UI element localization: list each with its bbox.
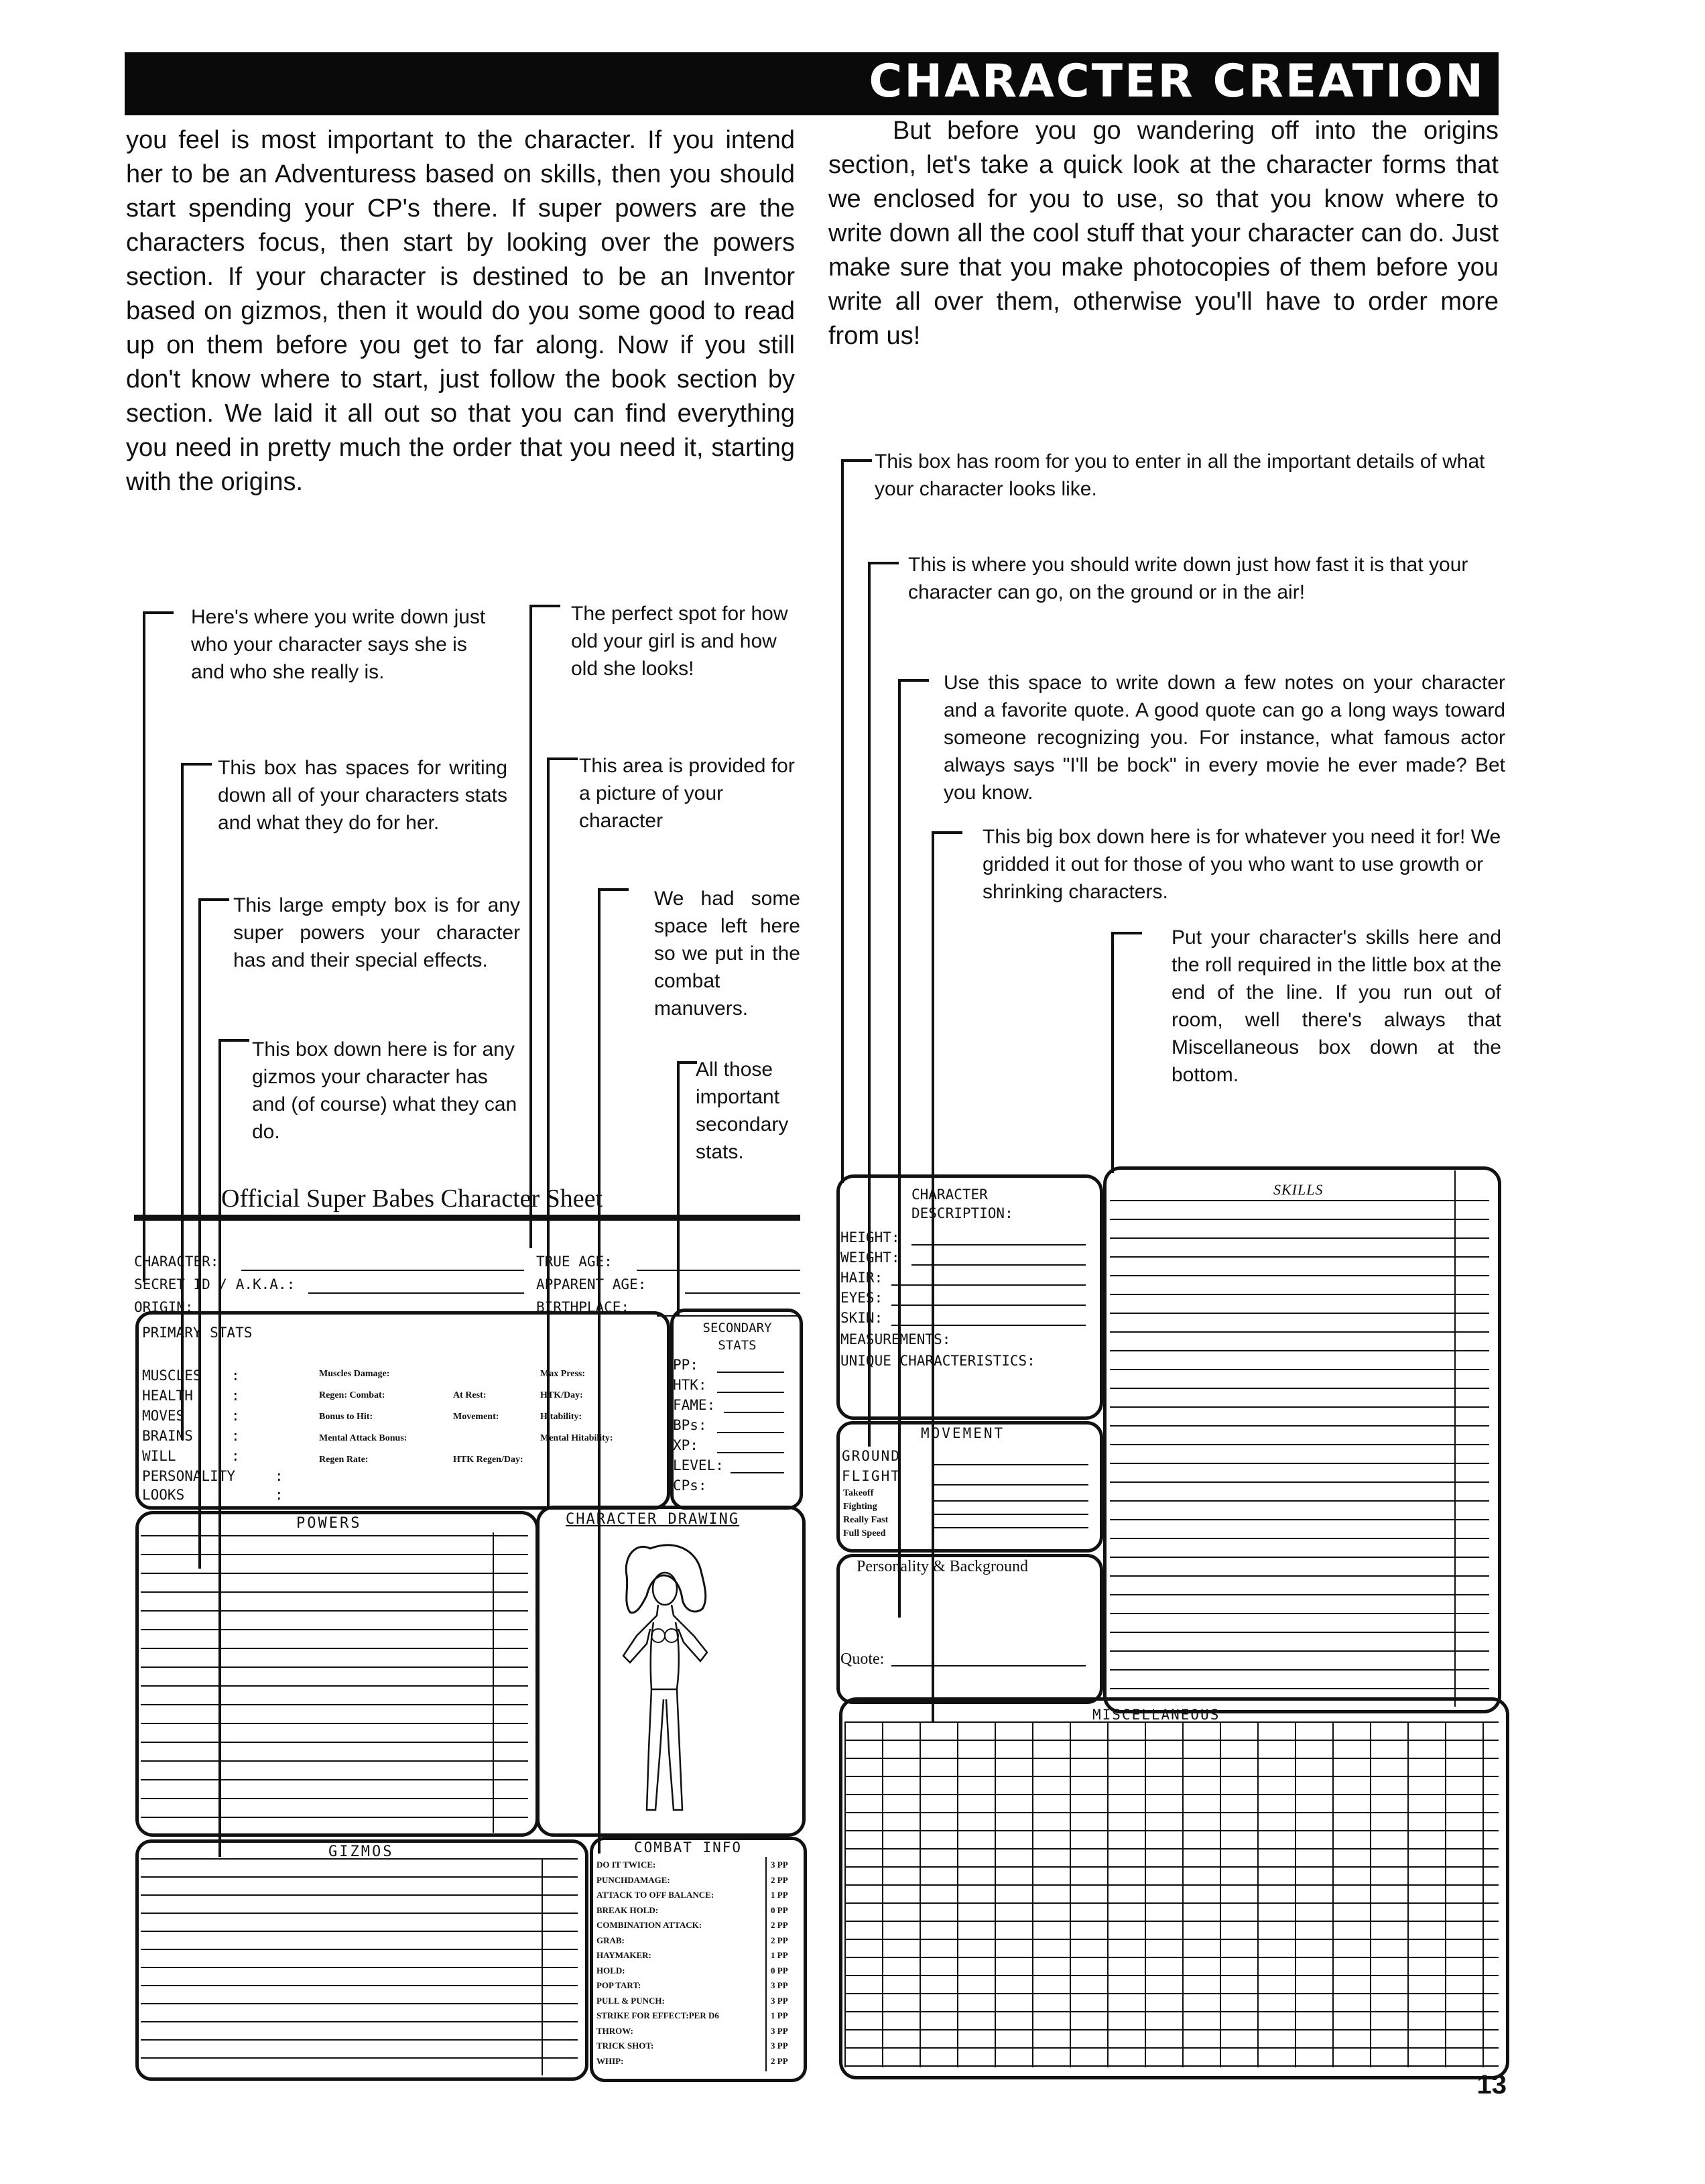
left-column-text [126,123,795,499]
movement-detail-label: Movement: [453,1412,499,1422]
misc-grid-row[interactable] [844,2029,1499,2030]
sheet-title: Official Super Babes Character Sheet [221,1185,603,1213]
stat-moves: MOVES [142,1408,185,1424]
movement-ground: GROUND [842,1448,901,1464]
skills-line[interactable] [1110,1613,1489,1614]
misc-grid-column [1257,1721,1259,2067]
misc-grid-row[interactable] [844,1975,1499,1976]
combat-move-cost: 3 PP [771,1980,788,1990]
misc-grid-row[interactable] [844,1957,1499,1958]
desc-hair: HAIR: [840,1270,883,1286]
leader-tick [868,562,899,564]
note-skills: Put your character's skills here and the roll required in the little box at the end of the line. If you run out of room, well there's always that Miscellaneous box down at the bottom. [1172,926,1501,1086]
combat-move-name: WHIP: [596,2055,624,2066]
skills-line[interactable] [1110,1557,1489,1558]
misc-grid-row[interactable] [844,1884,1499,1886]
note-description: This box has room for you to enter in all the important details of what your character looks like. [875,450,1485,500]
movement-title: MOVEMENT [921,1425,1005,1441]
skills-line[interactable] [1110,1237,1489,1239]
personality-title: Personality & Background [857,1558,1028,1575]
gizmos-line[interactable] [141,2057,578,2059]
secondary-bps: BPs: [673,1417,707,1433]
leader-tick [932,831,962,834]
combat-move-name: PULL & PUNCH: [596,1995,665,2006]
leader-tick [181,763,212,766]
leader-tick [547,757,578,760]
skills-line[interactable] [1110,1575,1489,1577]
stat-muscles: MUSCLES [142,1368,202,1384]
combat-move-name: GRAB: [596,1935,625,1945]
birthplace-label: BIRTHPLACE: [536,1299,630,1315]
page-number: 13 [1476,2070,1507,2100]
misc-grid-row[interactable] [844,2065,1499,2067]
secondary-level: LEVEL: [673,1457,724,1473]
leader-tick [677,1061,697,1064]
powers-line[interactable] [141,1779,528,1780]
combat-move-cost: 3 PP [771,1995,788,2006]
skills-line[interactable] [1110,1388,1489,1389]
stat-health: HEALTH [142,1388,193,1404]
leader-tick [143,611,174,614]
desc-weight: WEIGHT: [840,1250,900,1266]
combat-move-cost: 1 PP [771,1950,788,1960]
note-movement: This is where you should write down just how fast it is that your character can go, on the ground or in the air! [908,554,1468,603]
htk-day-label: HTK/Day: [540,1390,583,1400]
apparent-age-label: APPARENT AGE: [536,1276,647,1292]
gizmos-line[interactable] [141,2039,578,2041]
personality-box[interactable] [836,1554,1103,1704]
gizmos-line[interactable] [141,1894,578,1896]
skills-line[interactable] [1110,1538,1489,1539]
note-identity: Here's where you write down just who your character says she is and who she really is. [191,606,486,683]
note-misc: This big box down here is for whatever you need it for! We gridded it out for those of you who want to use growth or shrinking characters. [983,826,1501,903]
misc-grid-row[interactable] [844,1848,1499,1849]
gizmos-line[interactable] [141,2021,578,2022]
skills-line[interactable] [1110,1500,1489,1502]
true-age-label: TRUE AGE: [536,1254,613,1270]
combat-move-name: BREAK HOLD: [596,1904,659,1915]
gizmos-line[interactable] [141,1876,578,1878]
desc-measurements: MEASUREMENTS: [840,1331,951,1347]
secondary-pp: PP: [673,1357,698,1373]
miscellaneous-box[interactable] [839,1697,1509,2079]
powers-line[interactable] [141,1535,528,1536]
skills-line[interactable] [1110,1331,1489,1333]
powers-line[interactable] [141,1798,528,1799]
leader-tick [598,888,629,891]
combat-move-name: STRIKE FOR EFFECT:PER D6 [596,2010,719,2020]
gizmos-line[interactable] [141,1858,578,1860]
leader-tick [218,1039,249,1042]
powers-title: POWERS [296,1515,362,1532]
misc-grid-row[interactable] [844,1740,1499,1741]
htk-regen-day-label: HTK Regen/Day: [453,1455,523,1465]
combat-move-cost: 2 PP [771,1920,788,1930]
desc-skin: SKIN: [840,1310,883,1326]
combat-move-cost: 3 PP [771,1860,788,1870]
character-drawing-title: CHARACTER DRAWING [566,1511,740,1528]
flight-really-fast: Really Fast [843,1515,889,1525]
right-paragraph: But before you go wandering off into the origins section, let's take a quick look at the character forms that we enclosed for you to use, so that you know where to write down all the cool stuff that your character can do. Just make sure that you make photocopies of them before you write all over them, otherwise you'll have to order more from us! [828,117,1499,350]
flight-takeoff: Takeoff [843,1488,874,1498]
skills-line[interactable] [1110,1200,1489,1201]
powers-line[interactable] [141,1723,528,1724]
combat-move-cost: 2 PP [771,2055,788,2066]
misc-grid-column [920,1721,921,2067]
miscellaneous-title: MISCELLANEOUS [1092,1707,1220,1723]
leader-tick [529,605,560,607]
skills-line[interactable] [1110,1406,1489,1408]
skills-line[interactable] [1110,1519,1489,1520]
skills-line[interactable] [1110,1256,1489,1258]
skills-line[interactable] [1110,1350,1489,1351]
gizmos-line[interactable] [141,1931,578,1932]
misc-grid-column [1032,1721,1033,2067]
misc-grid-row[interactable] [844,1812,1499,1813]
combat-move-name: THROW: [596,2025,633,2036]
misc-grid-column [1295,1721,1296,2067]
origin-label: ORIGIN: [134,1299,194,1315]
regen-rate-label: Regen Rate: [319,1455,369,1465]
skills-line[interactable] [1110,1294,1489,1295]
character-description-title: CHARACTER DESCRIPTION: [911,1187,1013,1221]
header-banner [125,52,1499,115]
apparent-age-line[interactable] [685,1292,800,1294]
note-picture: This area is provided for a picture of your character [579,755,795,832]
powers-line[interactable] [141,1742,528,1743]
powers-line[interactable] [141,1704,528,1705]
misc-grid-column [995,1721,996,2067]
gizmos-box[interactable] [135,1839,588,2081]
mental-hitability-label: Mental Hitability: [540,1433,613,1443]
page-title: CHARACTER CREATION [869,55,1485,108]
note-age: The perfect spot for how old your girl is and how old she looks! [571,603,788,680]
gizmos-line[interactable] [141,1949,578,1950]
character-line[interactable] [241,1270,524,1271]
skills-line[interactable] [1110,1463,1489,1464]
combat-move-name: COMBINATION ATTACK: [596,1920,702,1930]
note-notes: Use this space to write down a few notes on your character and a favorite quote. A good quote can go a long ways toward someone recognizing you. For instance, what famous actor always says "I'll be bock" in every movie he ever made? Bet you know. [944,672,1505,804]
misc-grid-row[interactable] [844,1721,1499,1723]
powers-line[interactable] [141,1629,528,1630]
skills-line[interactable] [1110,1313,1489,1314]
misc-grid-column [1107,1721,1109,2067]
leader-line [529,605,532,1248]
leader-line [143,611,145,1282]
note-stats: This box has spaces for writing down all of your characters stats and what they do for her. [218,757,507,834]
at-rest-label: At Rest: [453,1390,487,1400]
misc-grid-row[interactable] [844,1758,1499,1759]
combat-move-name: TRICK SHOT: [596,2041,654,2051]
misc-grid-row[interactable] [844,2047,1499,2049]
stat-looks: LOOKS [142,1487,185,1503]
note-powers: This large empty box is for any super powers your character has and their special effects. [233,894,520,971]
secondary-htk: HTK: [673,1377,707,1393]
misc-grid-row[interactable] [844,1993,1499,1994]
skills-title: SKILLS [1273,1181,1324,1198]
primary-stats-title: PRIMARY STATS [142,1325,253,1341]
combat-move-cost: 0 PP [771,1965,788,1976]
note-combat: We had some space left here so we put in the combat manuvers. [654,888,800,1020]
misc-grid-row[interactable] [844,1830,1499,1831]
gizmos-line[interactable] [141,1985,578,1986]
note-gizmos: This box down here is for any gizmos your character has and (of course) what they can do. [252,1038,517,1143]
gizmos-line[interactable] [141,1967,578,1968]
leader-tick [198,898,229,901]
powers-line[interactable] [141,1760,528,1762]
misc-grid-column [1182,1721,1184,2067]
misc-grid-column [1145,1721,1146,2067]
note-secondary: All those important secondary stats. [696,1058,789,1163]
gizmos-line[interactable] [141,2003,578,2004]
flight-full-speed: Full Speed [843,1528,886,1538]
misc-grid-column [1070,1721,1071,2067]
mental-attack-bonus-label: Mental Attack Bonus: [319,1433,407,1443]
misc-grid-column [1332,1721,1334,2067]
combat-move-cost: 3 PP [771,2025,788,2036]
combat-move-cost: 0 PP [771,1904,788,1915]
skills-line[interactable] [1110,1219,1489,1220]
misc-grid-column [1482,1721,1484,2067]
combat-move-cost: 2 PP [771,1874,788,1885]
regen-combat-label: Regen: Combat: [319,1390,385,1400]
misc-grid-column [1220,1721,1221,2067]
skills-line[interactable] [1110,1650,1489,1652]
desc-eyes: EYES: [840,1290,883,1306]
character-label: CHARACTER: [134,1254,219,1270]
powers-line[interactable] [141,1610,528,1612]
misc-grid-column [1370,1721,1371,2067]
misc-grid-column [882,1721,883,2067]
leader-line [841,459,844,1183]
combat-move-name: HOLD: [596,1965,625,1976]
misc-grid-column [844,1721,846,2067]
bonus-to-hit-label: Bonus to Hit: [319,1412,373,1422]
misc-grid-row[interactable] [844,1921,1499,1922]
muscles-damage-label: Muscles Damage: [319,1369,390,1379]
misc-grid-row[interactable] [844,1939,1499,1940]
true-age-line[interactable] [637,1270,800,1271]
secret-id-label: SECRET ID / A.K.A.: [134,1276,296,1292]
skills-line[interactable] [1110,1369,1489,1370]
leader-tick [1111,932,1142,934]
powers-line[interactable] [141,1666,528,1668]
skills-line[interactable] [1110,1688,1489,1689]
quote-label: Quote: [840,1650,885,1668]
character-figure-illustration [610,1535,724,1817]
combat-move-name: DO IT TWICE: [596,1860,656,1870]
skills-line[interactable] [1110,1444,1489,1445]
stat-personality: PERSONALITY [142,1468,236,1484]
misc-grid-row[interactable] [844,1866,1499,1868]
leader-tick [841,459,872,462]
powers-line[interactable] [141,1573,528,1574]
movement-flight: FLIGHT [842,1468,901,1484]
right-column-text [828,114,1499,353]
combat-move-name: HAYMAKER: [596,1950,651,1960]
powers-line[interactable] [141,1817,528,1818]
secondary-xp: XP: [673,1437,698,1453]
desc-unique: UNIQUE CHARACTERISTICS: [840,1353,1035,1369]
stat-will: WILL [142,1448,176,1464]
misc-grid-row[interactable] [844,1794,1499,1795]
combat-move-cost: 2 PP [771,1935,788,1945]
misc-grid-row[interactable] [844,1776,1499,1777]
combat-move-name: POP TART: [596,1980,641,1990]
sheet-title-rule [134,1215,800,1221]
powers-box[interactable] [135,1511,539,1837]
combat-move-cost: 3 PP [771,2041,788,2051]
skills-line[interactable] [1110,1669,1489,1671]
gizmos-line[interactable] [141,1913,578,1914]
skills-line[interactable] [1110,1425,1489,1427]
hitability-label: Hitability: [540,1412,582,1422]
secret-id-line[interactable] [308,1292,524,1294]
powers-line[interactable] [141,1648,528,1649]
skills-line[interactable] [1110,1594,1489,1595]
skills-line[interactable] [1110,1632,1489,1633]
secondary-fame: FAME: [673,1397,716,1413]
combat-info-title: COMBAT INFO [634,1839,743,1856]
left-paragraph: you feel is most important to the character. If you intend her to be an Adventuress based on skills, then you should start spending your CP's there. If super powers are the characters focus, then start by looking over the powers section. If your character is destined to be an Inventor based on gizmos, then it would do you some good to read up on them before you get to far along. Now if you still don't know where to start, just follow the book section by section. We laid it all out so that you can find everything you need in pretty much the order that you need it, starting with the origins. [126,126,795,496]
powers-line[interactable] [141,1591,528,1593]
stat-brains: BRAINS [142,1428,193,1444]
max-press-label: Max Press: [540,1369,585,1379]
powers-line[interactable] [141,1554,528,1555]
gizmos-title: GIZMOS [328,1843,394,1860]
secondary-stats-title: SECONDARY STATS [702,1321,772,1353]
desc-height: HEIGHT: [840,1229,900,1246]
misc-grid-row[interactable] [844,1902,1499,1904]
misc-grid-column [1407,1721,1409,2067]
misc-grid-column [957,1721,958,2067]
leader-line [1111,932,1114,1173]
combat-move-name: ATTACK TO OFF BALANCE: [596,1890,714,1900]
combat-move-cost: 1 PP [771,1890,788,1900]
misc-grid-row[interactable] [844,2011,1499,2012]
combat-move-cost: 1 PP [771,2010,788,2020]
flight-fighting: Fighting [843,1502,877,1512]
skills-line[interactable] [1110,1481,1489,1483]
secondary-cps: CPs: [673,1477,707,1494]
combat-move-name: PUNCHDAMAGE: [596,1874,670,1885]
leader-line [677,1061,680,1316]
skills-line[interactable] [1110,1275,1489,1276]
powers-line[interactable] [141,1685,528,1687]
leader-tick [898,679,929,682]
misc-grid-column [1445,1721,1446,2067]
